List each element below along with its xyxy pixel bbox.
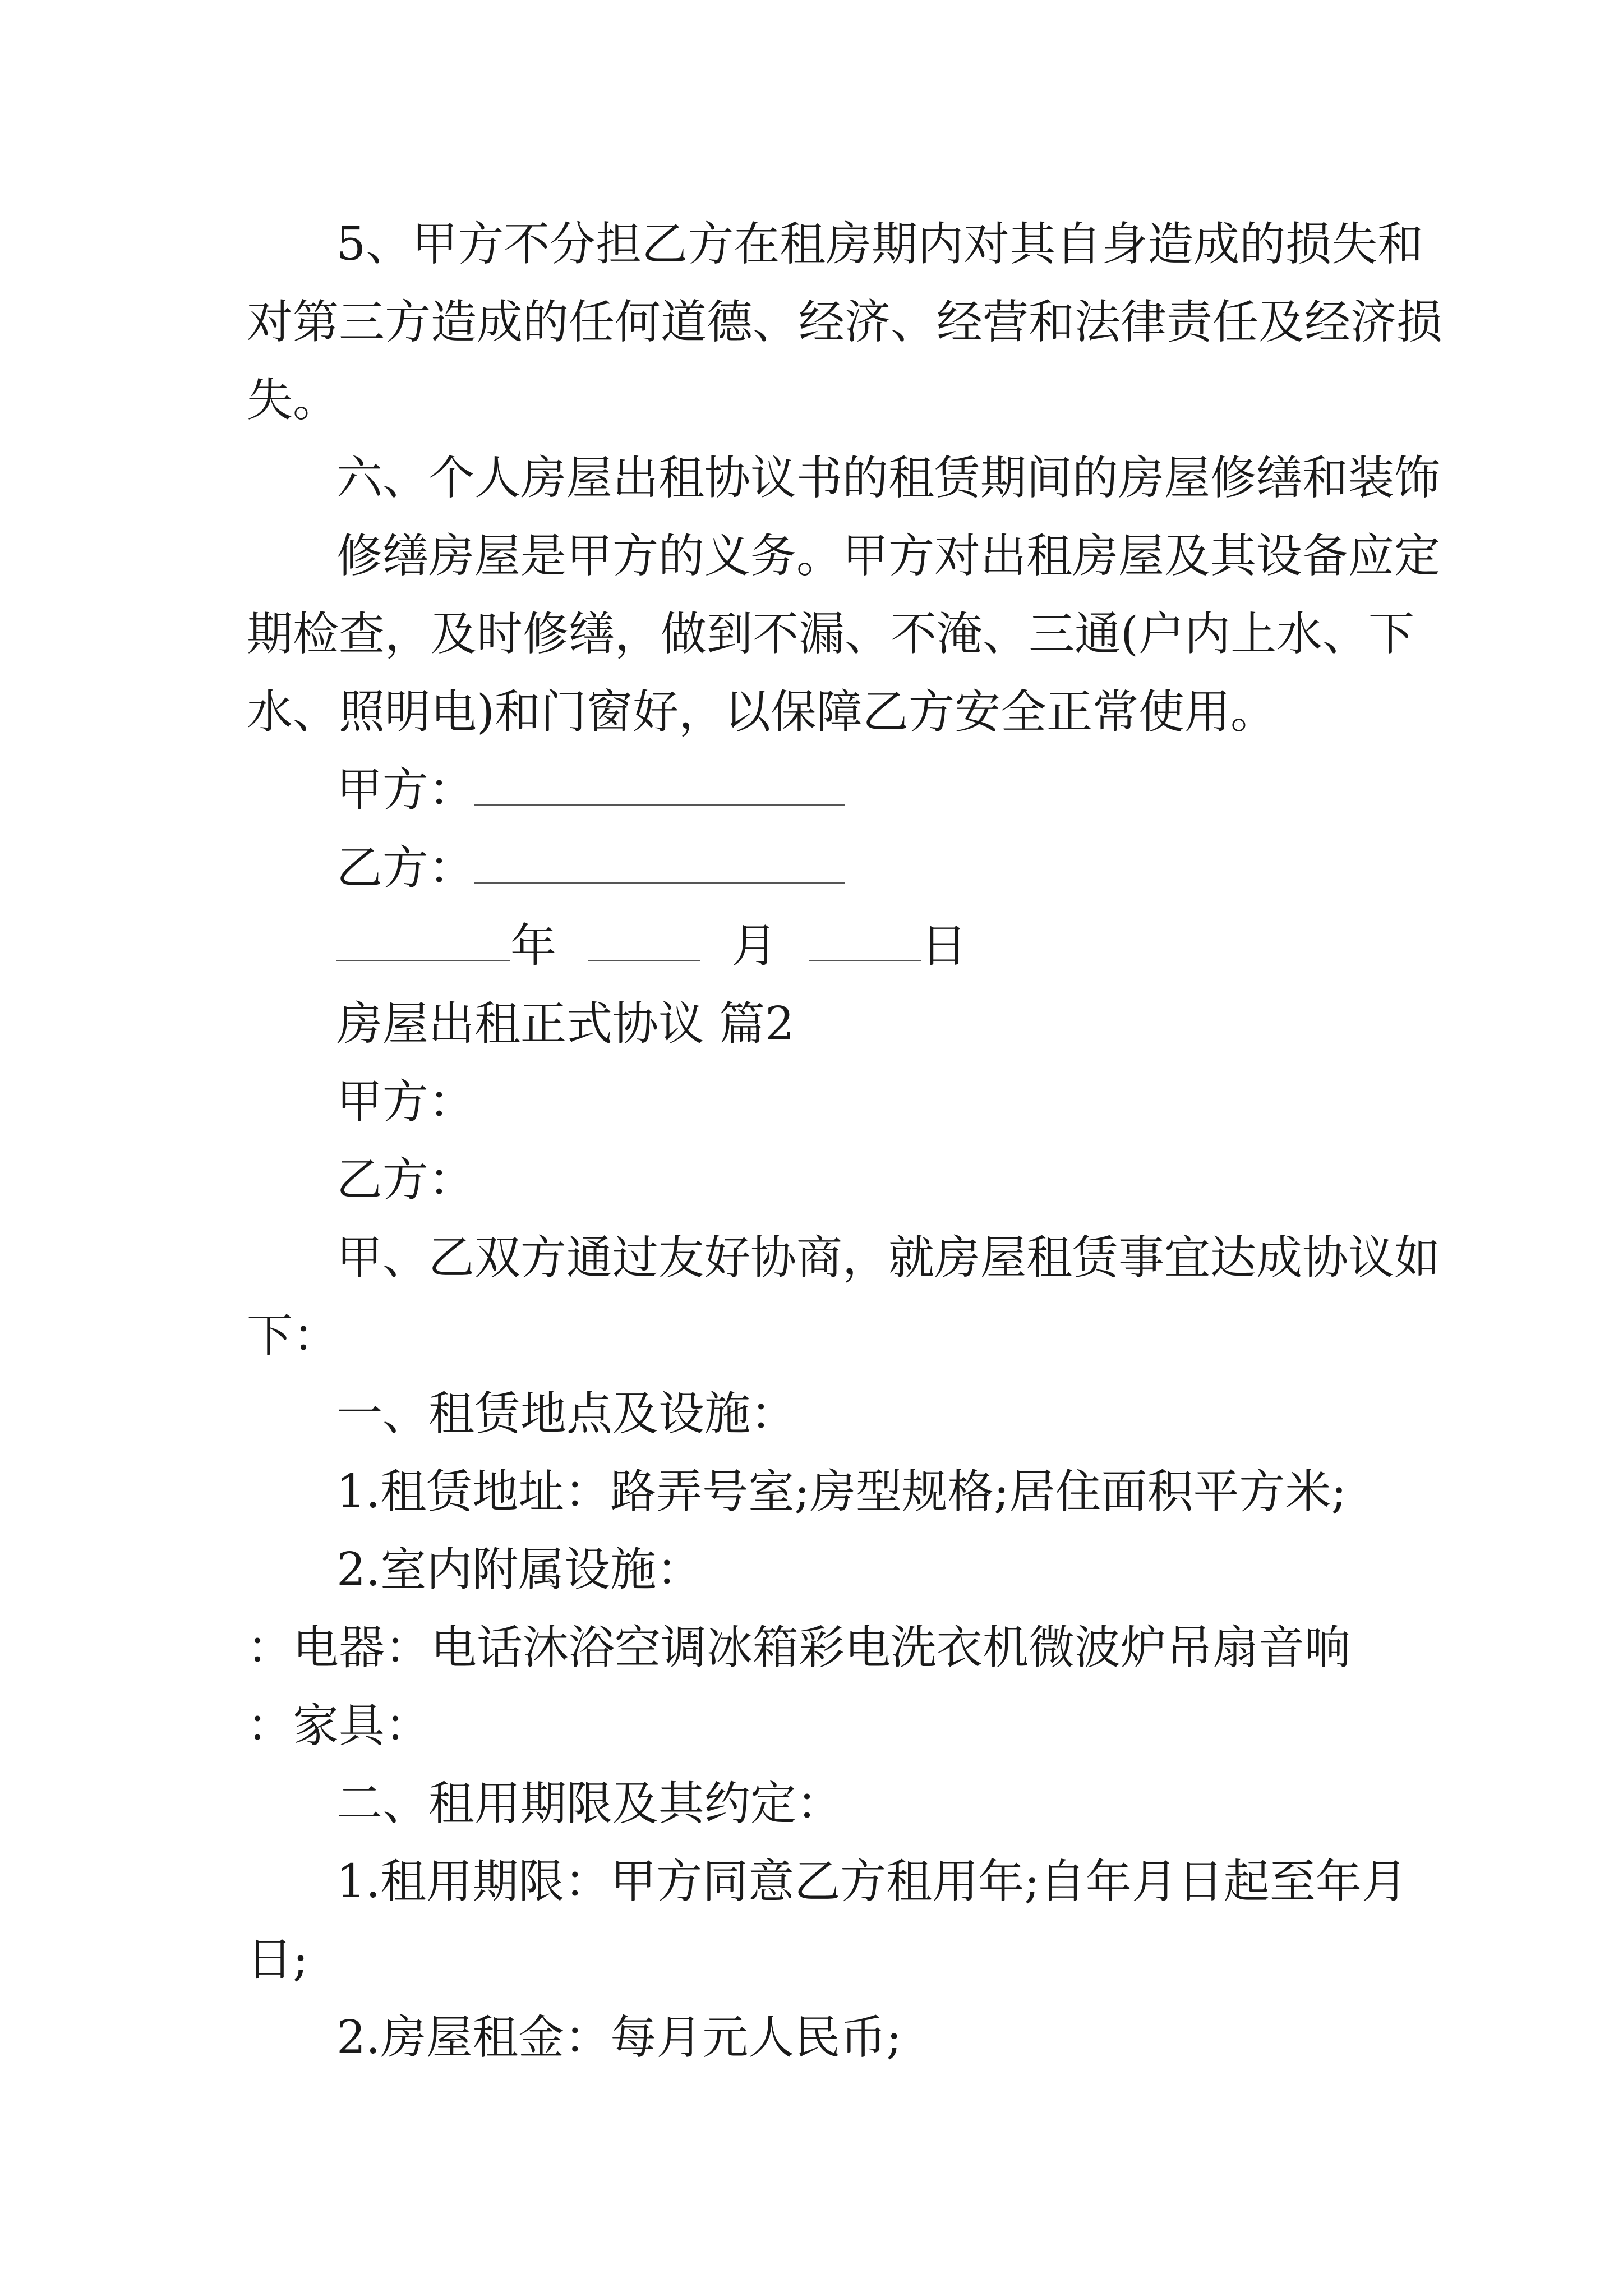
paragraph-line: 下： xyxy=(247,1309,339,1363)
party-b-signature xyxy=(336,840,845,896)
party-a-signature xyxy=(336,762,845,818)
year-blank xyxy=(336,926,510,961)
party-b-label: 乙方： xyxy=(336,1153,475,1207)
party-a-label: 甲方： xyxy=(336,763,475,817)
paragraph-line: 修缮房屋是甲方的义务。甲方对出租房屋及其设备应定 xyxy=(336,530,1441,583)
list-item: ：电器：电话沐浴空调冰箱彩电洗衣机微波炉吊扇音响 xyxy=(247,1621,1351,1674)
section-heading: 一、租赁地点及设施： xyxy=(336,1387,797,1441)
paragraph-line: 甲、乙双方通过友好协商，就房屋租赁事宜达成协议如 xyxy=(336,1231,1441,1285)
list-item: 日; xyxy=(247,1933,308,1986)
month-label: 月 xyxy=(731,919,778,973)
list-item: 1.租用期限：甲方同意乙方租用年;自年月日起至年月 xyxy=(336,1855,1408,1908)
list-item: 2.房屋租金：每月元人民币; xyxy=(336,2011,902,2064)
section-heading: 六、个人房屋出租协议书的租赁期间的房屋修缮和装饰 xyxy=(336,452,1441,505)
paragraph-line: 5、甲方不分担乙方在租房期内对其自身造成的损失和 xyxy=(336,218,1424,271)
party-a-blank xyxy=(474,770,845,806)
section-title: 房屋出租正式协议 篇2 xyxy=(336,997,795,1051)
day-label: 日 xyxy=(921,919,967,973)
paragraph-line: 失。 xyxy=(247,374,339,427)
party-a-label: 甲方： xyxy=(336,1075,475,1129)
day-blank xyxy=(809,926,921,961)
section-heading: 二、租用期限及其约定： xyxy=(336,1777,843,1830)
year-label: 年 xyxy=(510,919,557,973)
paragraph-line: 水、照明电)和门窗好，以保障乙方安全正常使用。 xyxy=(247,685,1276,739)
date-line xyxy=(336,918,967,974)
list-item: 2.室内附属设施： xyxy=(336,1543,703,1596)
party-b-label: 乙方： xyxy=(336,841,475,895)
list-item: 1.租赁地址：路弄号室;房型规格;居住面积平方米; xyxy=(336,1465,1347,1519)
month-blank xyxy=(588,926,700,961)
list-item: ：家具： xyxy=(247,1699,431,1752)
paragraph-line: 期检查，及时修缮，做到不漏、不淹、三通(户内上水、下 xyxy=(247,608,1414,661)
paragraph-line: 对第三方造成的任何道德、经济、经营和法律责任及经济损 xyxy=(247,296,1443,349)
party-b-blank xyxy=(474,848,845,884)
